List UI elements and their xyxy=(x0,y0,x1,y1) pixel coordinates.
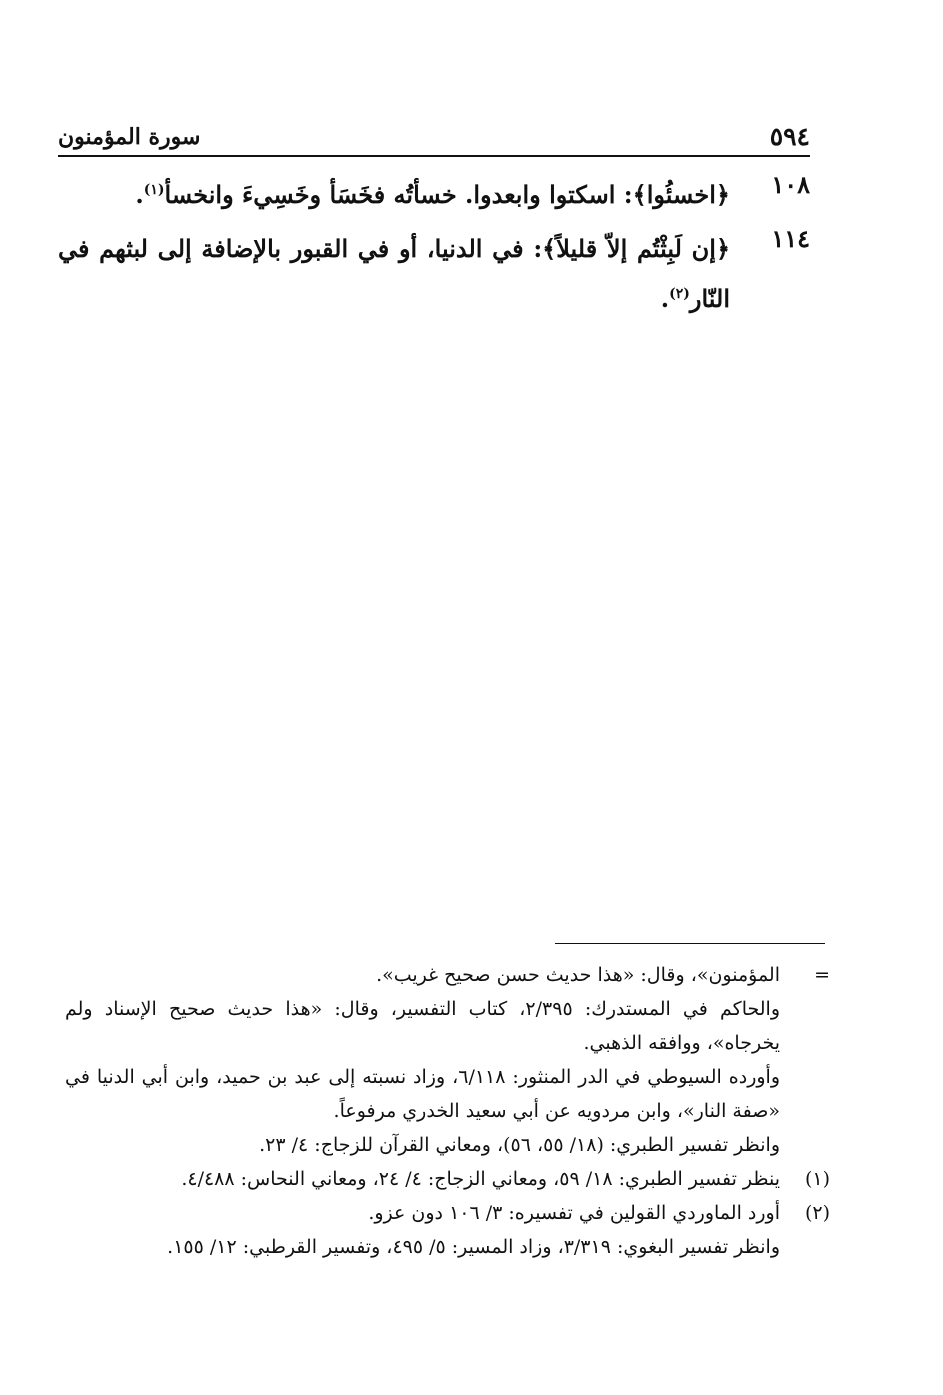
footnote-text: وأورده السيوطي في الدر المنثور: ٦/١١٨، وزاد نسبته إلى عبد بن حميد، وابن أبي الدنيا في «صفة النار»، وابن مردويه عن أبي سعيد الخدري مرفوعاً. xyxy=(65,1066,780,1122)
footnote-2 xyxy=(65,1196,830,1230)
footnote-paragraph xyxy=(65,1060,830,1128)
continuation-marker: = xyxy=(814,964,830,986)
footnote-text: والحاكم في المستدرك: ٢/٣٩٥، كتاب التفسير، وقال: «هذا حديث صحيح الإسناد ولم يخرجاه»، ووافقه الذهبي. xyxy=(65,998,780,1054)
footnotes xyxy=(65,958,830,1264)
footnote-1 xyxy=(65,1162,830,1196)
footnote-text: وانظر تفسير الطبري: (١٨/ ٥٥، ٥٦)، ومعاني القرآن للزجاج: ٤/ ٢٣. xyxy=(259,1134,780,1156)
footnote-marker: (٢) xyxy=(804,1202,830,1224)
footnote-text: وانظر تفسير البغوي: ٣/٣١٩، وزاد المسير: ٥/ ٤٩٥، وتفسير القرطبي: ١٢/ ١٥٥. xyxy=(167,1236,780,1258)
footnote-paragraph xyxy=(65,1230,830,1264)
footnote-ref: (١) xyxy=(143,182,165,198)
entry-text: ﴿اخسئُوا﴾: اسكتوا وابعدوا. خسأتُه فخَسَأ وخَسِيءَ وانخسأ$^{(١)}$. xyxy=(135,180,730,209)
footnote-marker: (١) xyxy=(804,1168,830,1190)
footnote-paragraph xyxy=(65,1128,830,1162)
verse-number: ١١٤ xyxy=(771,224,810,253)
footnote-text: ينظر تفسير الطبري: ١٨/ ٥٩، ومعاني الزجاج: ٤/ ٢٤، ومعاني النحاس: ٤/٤٨٨. xyxy=(181,1168,780,1190)
footnote-ref: (٢) xyxy=(669,286,690,302)
entry-text: ﴿إن لَبِثْتُم إلاّ قليلاً﴾: في الدنيا، أو في القبور بالإضافة إلى لبثهم في النّار$^{(٢)}$. xyxy=(58,234,730,313)
page-number: ٥٩٤ xyxy=(769,122,810,151)
running-header xyxy=(58,118,810,158)
footnote-divider xyxy=(555,943,825,944)
footnote-text: المؤمنون»، وقال: «هذا حديث حسن صحيح غريب». xyxy=(376,964,780,986)
surah-title: سورة المؤمنون xyxy=(58,124,201,150)
commentary-entry xyxy=(58,170,810,220)
verse-number: ١٠٨ xyxy=(771,170,810,199)
header-divider xyxy=(58,155,810,157)
commentary-entry xyxy=(58,224,810,324)
footnote-text: أورد الماوردي القولين في تفسيره: ٣/ ١٠٦ دون عزو. xyxy=(368,1202,780,1224)
footnote-continuation xyxy=(65,958,830,992)
footnote-paragraph xyxy=(65,992,830,1060)
